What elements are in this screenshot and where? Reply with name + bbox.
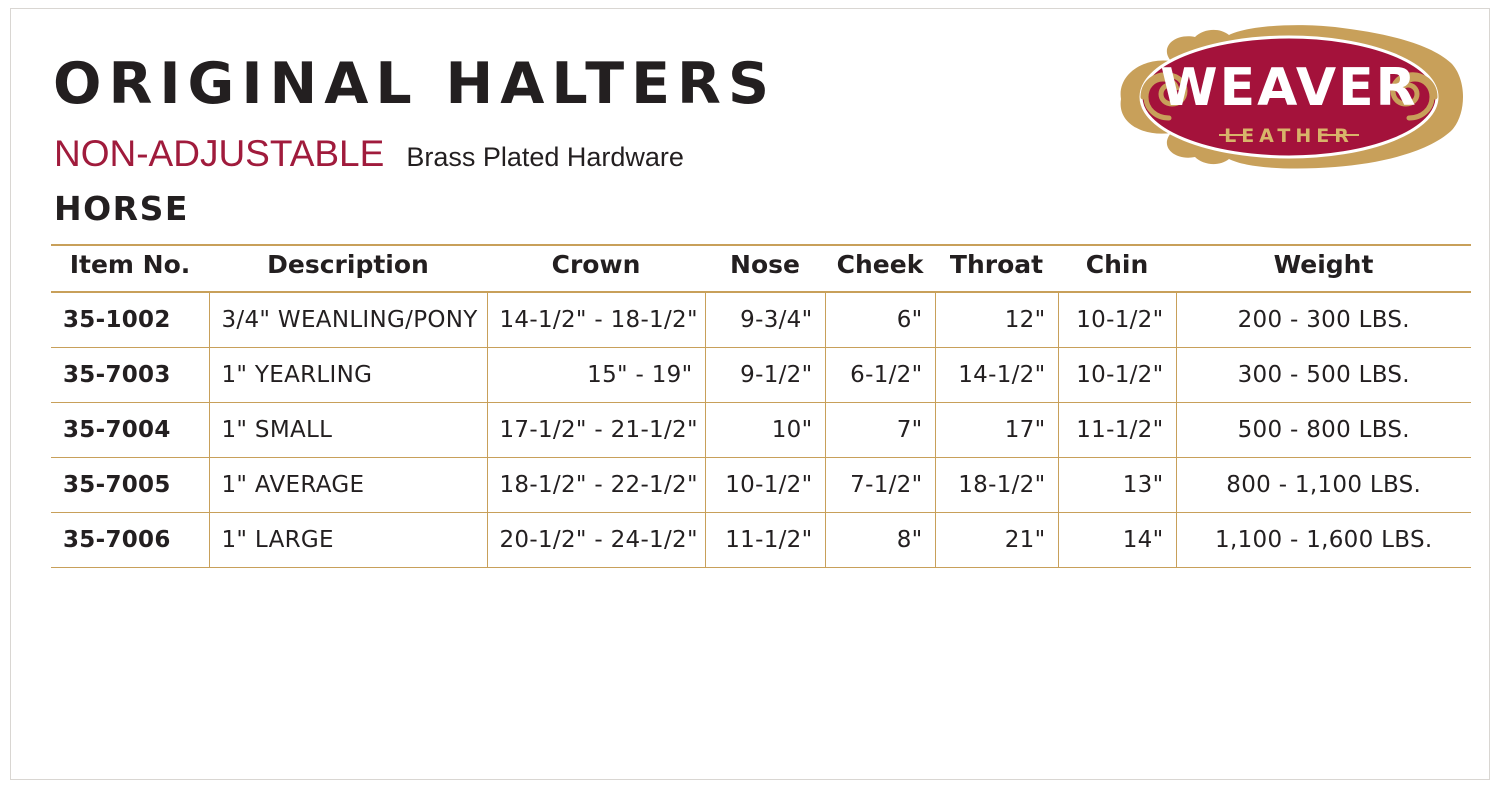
cell-weight: 300 - 500 LBS.	[1176, 347, 1471, 402]
table-row	[51, 402, 1471, 457]
spec-sheet	[10, 8, 1490, 780]
column-header-crown: Crown	[487, 245, 705, 292]
cell-throat: 18-1/2"	[935, 457, 1058, 512]
cell-weight: 200 - 300 LBS.	[1176, 292, 1471, 348]
cell-cheek: 6"	[825, 292, 935, 348]
spec-table	[51, 244, 1471, 568]
cell-crown: 14-1/2" - 18-1/2"	[487, 292, 705, 348]
cell-description: 1" YEARLING	[209, 347, 487, 402]
cell-crown: 20-1/2" - 24-1/2"	[487, 512, 705, 567]
cell-description: 1" SMALL	[209, 402, 487, 457]
content	[51, 31, 1471, 568]
cell-nose: 11-1/2"	[705, 512, 825, 567]
section-title: HORSE	[54, 188, 189, 228]
cell-chin: 13"	[1058, 457, 1176, 512]
page-title: ORIGINAL HALTERS	[53, 51, 776, 117]
cell-chin: 10-1/2"	[1058, 347, 1176, 402]
cell-throat: 17"	[935, 402, 1058, 457]
subtitle-row	[54, 133, 1471, 175]
column-header-description: Description	[209, 245, 487, 292]
cell-chin: 11-1/2"	[1058, 402, 1176, 457]
cell-cheek: 8"	[825, 512, 935, 567]
cell-crown: 17-1/2" - 21-1/2"	[487, 402, 705, 457]
cell-nose: 10-1/2"	[705, 457, 825, 512]
cell-description: 1" LARGE	[209, 512, 487, 567]
column-header-nose: Nose	[705, 245, 825, 292]
cell-nose: 9-3/4"	[705, 292, 825, 348]
column-header-throat: Throat	[935, 245, 1058, 292]
cell-cheek: 7"	[825, 402, 935, 457]
cell-throat: 14-1/2"	[935, 347, 1058, 402]
cell-description: 3/4" WEANLING/PONY	[209, 292, 487, 348]
cell-cheek: 7-1/2"	[825, 457, 935, 512]
cell-item-no: 35-7005	[51, 457, 209, 512]
cell-throat: 12"	[935, 292, 1058, 348]
table-header-row	[51, 245, 1471, 292]
column-header-cheek: Cheek	[825, 245, 935, 292]
cell-throat: 21"	[935, 512, 1058, 567]
cell-item-no: 35-7003	[51, 347, 209, 402]
cell-crown: 18-1/2" - 22-1/2"	[487, 457, 705, 512]
cell-chin: 14"	[1058, 512, 1176, 567]
logo-subwordmark: LEATHER	[1224, 125, 1354, 147]
cell-item-no: 35-7006	[51, 512, 209, 567]
table-row	[51, 292, 1471, 348]
column-header-weight: Weight	[1176, 245, 1471, 292]
cell-chin: 10-1/2"	[1058, 292, 1176, 348]
cell-item-no: 35-1002	[51, 292, 209, 348]
cell-item-no: 35-7004	[51, 402, 209, 457]
table-row	[51, 457, 1471, 512]
cell-crown: 15" - 19"	[487, 347, 705, 402]
subtitle: NON-ADJUSTABLE	[54, 132, 385, 174]
cell-weight: 500 - 800 LBS.	[1176, 402, 1471, 457]
column-header-chin: Chin	[1058, 245, 1176, 292]
table-row	[51, 512, 1471, 567]
cell-nose: 9-1/2"	[705, 347, 825, 402]
cell-weight: 1,100 - 1,600 LBS.	[1176, 512, 1471, 567]
logo-wordmark: WEAVER	[1160, 58, 1418, 118]
subtitle-note: Brass Plated Hardware	[406, 141, 684, 172]
cell-cheek: 6-1/2"	[825, 347, 935, 402]
cell-nose: 10"	[705, 402, 825, 457]
cell-description: 1" AVERAGE	[209, 457, 487, 512]
table-row	[51, 347, 1471, 402]
cell-weight: 800 - 1,100 LBS.	[1176, 457, 1471, 512]
column-header-item-no: Item No.	[51, 245, 209, 292]
